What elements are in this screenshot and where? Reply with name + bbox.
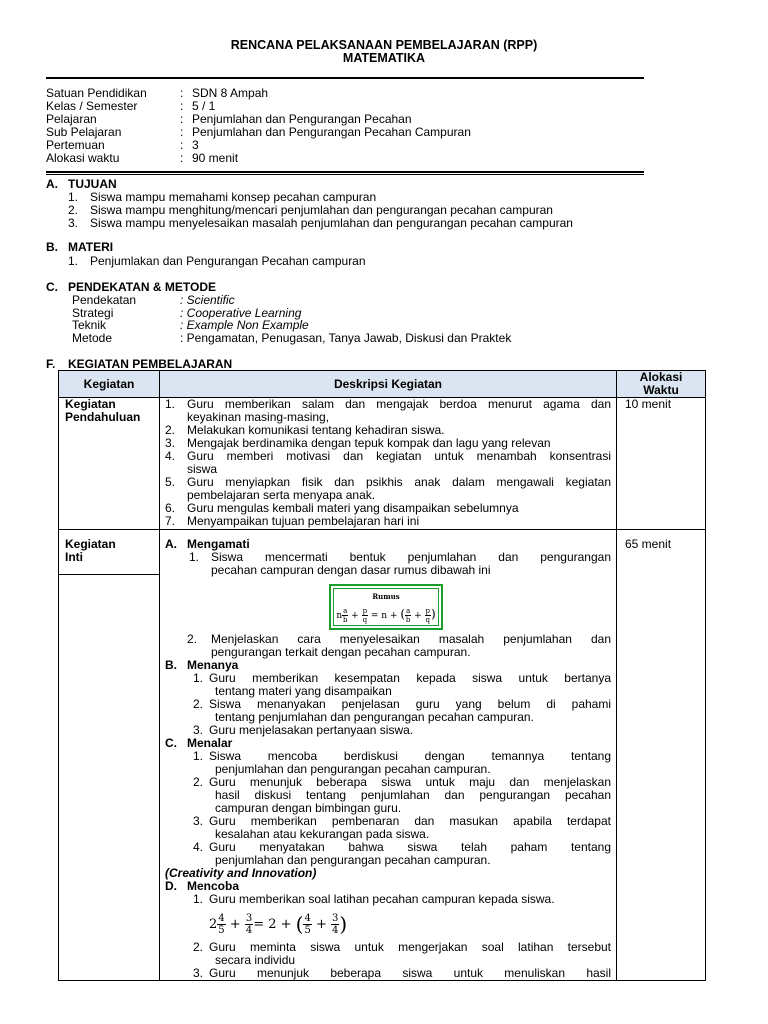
- item-number: 6.: [165, 501, 176, 515]
- info-value: 5 / 1: [192, 99, 216, 113]
- sub-letter: A.: [165, 537, 177, 551]
- info-value: 3: [192, 138, 199, 152]
- row-divider: [59, 574, 159, 575]
- info-label: Kelas / Semester: [46, 99, 138, 113]
- item-text: Guru memberikan salam dan mengajak berdoa menurut agama dan: [187, 397, 611, 411]
- section-letter: C.: [46, 280, 58, 294]
- method-label: Pendekatan: [72, 293, 137, 307]
- header-rule: [46, 77, 644, 79]
- item-text: Melakukan komunikasi tentang kehadiran siswa.: [187, 423, 445, 437]
- item-number: 7.: [165, 514, 176, 528]
- column-divider: [159, 371, 160, 980]
- item-number: 1.: [189, 550, 200, 564]
- info-label: Satuan Pendidikan: [46, 86, 147, 100]
- item-text: tentang materi yang disampaikan: [215, 684, 392, 698]
- info-label: Alokasi waktu: [46, 151, 120, 165]
- column-divider: [616, 371, 617, 980]
- item-number: 5.: [165, 475, 176, 489]
- list-item-cont: [165, 564, 611, 577]
- inti-content: [165, 538, 611, 577]
- item-text: Mengajak berdinamika dengan tepuk kompak dan lagu yang relevan: [187, 436, 551, 450]
- row-title-inti-a: Kegiatan: [65, 537, 116, 551]
- item-text: Guru memberikan kesempatan kepada siswa untuk bertanya: [209, 671, 611, 685]
- item-text: Siswa mampu menyelesaikan masalah penjumlahan dan pengurangan pecahan campuran: [90, 216, 573, 230]
- method-label: Metode: [72, 331, 113, 346]
- section-title: MATERI: [68, 240, 114, 254]
- section-letter: A.: [46, 177, 58, 191]
- item-text: hasil diskusi tentang penjumlahan dan pengurangan pecahan: [215, 788, 611, 802]
- time-pendahuluan: 10 menit: [625, 397, 672, 411]
- item-text: Guru menyatakan bahwa siswa telah paham tentang: [209, 840, 611, 854]
- pendahuluan-list: [165, 398, 611, 528]
- section-letter: B.: [46, 240, 58, 254]
- item-number: 4.: [193, 840, 204, 854]
- item-text: secara individu: [215, 953, 296, 967]
- item-text: Penjumlakan dan Pengurangan Pecahan campuran: [90, 254, 366, 268]
- item-text: Guru menjelasakan pertanyaan siswa.: [209, 723, 414, 737]
- item-text: pecahan campuran dengan dasar rumus dibawah ini: [211, 563, 491, 577]
- item-number: 2.: [193, 775, 204, 789]
- item-text: pengurangan terkait dengan pecahan campuran.: [211, 645, 471, 659]
- row-title-pendahuluan-a: Kegiatan: [65, 397, 116, 411]
- creativity-note: (Creativity and Innovation): [165, 866, 317, 880]
- header-alokasi: Alokasi: [639, 370, 683, 384]
- item-text: penjumlahan dan pengurangan pecahan campuran.: [215, 853, 491, 867]
- item-text: Guru mengulas kembali materi yang disampaikan sebelumnya: [187, 501, 519, 515]
- item-text: pembelajaran serta menyapa anak.: [187, 488, 376, 502]
- info-value: Penjumlahan dan Pengurangan Pecahan: [192, 112, 412, 126]
- item-number: 1.: [193, 671, 204, 685]
- method-label: Teknik: [72, 318, 107, 333]
- method-value: : Scientific: [180, 293, 235, 307]
- row-divider: [59, 529, 705, 530]
- item-number: 2.: [187, 632, 198, 646]
- sub-title: Mencoba: [187, 879, 240, 893]
- sub-letter: C.: [165, 736, 177, 750]
- item-text: Siswa menanyakan penjelasan guru yang belum di pahami: [209, 697, 611, 711]
- item-text: tentang penjumlahan dan pengurangan pecahan campuran.: [215, 710, 534, 724]
- item-number: 2.: [193, 697, 204, 711]
- item-number: 3.: [193, 723, 204, 737]
- document-subtitle: MATEMATIKA: [342, 51, 426, 65]
- item-text: penjumlahan dan pengurangan pecahan campuran.: [215, 762, 491, 776]
- example-formula: 2 $\frac{4}{5}$ + $\frac{3}{4}$ = 2 + ( $\frac{4}{5}$ + $\frac{3}{4}$ ): [209, 912, 348, 936]
- info-colon: :: [180, 86, 184, 100]
- item-number: 3.: [68, 216, 79, 230]
- section-title: PENDEKATAN & METODE: [68, 280, 217, 294]
- tujuan-list: [68, 191, 573, 230]
- item-text: Guru memberikan pembenaran dan masukan apabila terdapat: [209, 814, 611, 828]
- list-item: [165, 893, 611, 906]
- materi-list: [68, 255, 366, 268]
- list-item: [165, 450, 611, 463]
- header-deskripsi: Deskripsi Kegiatan: [333, 377, 443, 391]
- item-text: Guru menunjuk beberapa siswa untuk menuliskan hasil: [209, 966, 611, 980]
- list-item: [165, 515, 611, 528]
- item-text: Siswa mampu memahami konsep pecahan campuran: [90, 190, 377, 204]
- item-text: Siswa mampu menghitung/mencari penjumlahan dan pengurangan pecahan campuran: [90, 203, 553, 217]
- item-text: Guru menunjuk beberapa siswa untuk maju dan menjelaskan: [209, 775, 611, 789]
- sub-title: Menanya: [187, 658, 239, 672]
- item-text: Menjelaskan cara menyelesaikan masalah penjumlahan dan: [211, 632, 611, 646]
- item-number: 3.: [193, 814, 204, 828]
- item-number: 1.: [193, 892, 204, 906]
- sub-title: Mengamati: [187, 537, 250, 551]
- item-number: 3.: [193, 966, 204, 980]
- section-title: KEGIATAN PEMBELAJARAN: [68, 357, 233, 371]
- info-value: SDN 8 Ampah: [192, 86, 269, 100]
- header-kegiatan: Kegiatan: [83, 377, 135, 391]
- method-label: Strategi: [72, 305, 114, 320]
- item-number: 1.: [193, 749, 204, 763]
- item-text: campuran dengan bimbingan guru.: [215, 801, 402, 815]
- info-label: Pertemuan: [46, 138, 105, 152]
- section-heading-materi: [46, 241, 113, 254]
- sub-title: Menalar: [187, 736, 233, 750]
- inti-content-2: [165, 633, 611, 906]
- item-text: siswa: [187, 462, 218, 476]
- item-text: keyakinan masing-masing,: [187, 410, 330, 424]
- activity-table: [58, 370, 706, 981]
- item-number: 2.: [68, 203, 79, 217]
- item-text: Guru menyiapkan fisik dan psikhis anak dalam mengawali kegiatan: [187, 475, 611, 489]
- item-number: 1.: [68, 190, 79, 204]
- formula-expression: n $\frac{a}{b}$ + $\frac{p}{q}$ = n + ( $\frac{a}{b}$ + $\frac{p}{q}$ ): [336, 607, 436, 624]
- info-colon: :: [180, 125, 184, 139]
- info-colon: :: [180, 151, 184, 165]
- section-letter: F.: [46, 357, 56, 371]
- info-label: Sub Pelajaran: [46, 125, 122, 139]
- list-item: [165, 967, 611, 980]
- item-text: Siswa mencermati bentuk penjumlahan dan pengurangan: [211, 550, 611, 564]
- method-value: : Cooperative Learning: [180, 305, 302, 320]
- item-text: Siswa mencoba berdiskusi dengan temannya tentang: [209, 749, 611, 763]
- item-number: 2.: [165, 423, 176, 437]
- section-title: TUJUAN: [68, 177, 117, 191]
- inti-content-3: [165, 941, 611, 980]
- method-value: : Pengamatan, Penugasan, Tanya Jawab, Diskusi dan Praktek: [180, 331, 512, 346]
- item-number: 1.: [68, 254, 79, 268]
- info-value: 90 menit: [192, 151, 239, 165]
- item-text: Guru memberikan soal latihan pecahan campuran kepada siswa.: [209, 892, 555, 906]
- list-item: [68, 217, 573, 230]
- info-colon: :: [180, 112, 184, 126]
- sub-letter: D.: [165, 879, 177, 893]
- item-number: 4.: [165, 449, 176, 463]
- method-value: : Example Non Example: [180, 318, 309, 333]
- formula-box: [329, 584, 443, 630]
- info-colon: :: [180, 138, 184, 152]
- item-text: Guru memberi motivasi dan kegiatan untuk menambah konsentrasi: [187, 449, 611, 463]
- item-text: Guru meminta siswa untuk mengerjakan soal latihan tersebut: [209, 940, 611, 954]
- sub-letter: B.: [165, 658, 177, 672]
- row-title-inti-b: Inti: [65, 550, 83, 564]
- info-value: Penjumlahan dan Pengurangan Pecahan Campuran: [192, 125, 471, 139]
- item-text: Menyampaikan tujuan pembelajaran hari ini: [187, 514, 420, 528]
- info-colon: :: [180, 99, 184, 113]
- item-number: 3.: [165, 436, 176, 450]
- item-number: 2.: [193, 940, 204, 954]
- info-label: Pelajaran: [46, 112, 97, 126]
- document-title: RENCANA PELAKSANAAN PEMBELAJARAN (RPP): [230, 38, 538, 52]
- list-item: [68, 255, 366, 268]
- formula-title: Rumus: [372, 592, 400, 601]
- item-text: kesalahan atau kekurangan pada siswa.: [215, 827, 430, 841]
- row-title-pendahuluan-b: Pendahuluan: [65, 410, 141, 424]
- header-waktu: Waktu: [643, 383, 679, 397]
- time-inti: 65 menit: [625, 537, 672, 551]
- item-number: 1.: [165, 397, 176, 411]
- info-rule: [46, 171, 644, 175]
